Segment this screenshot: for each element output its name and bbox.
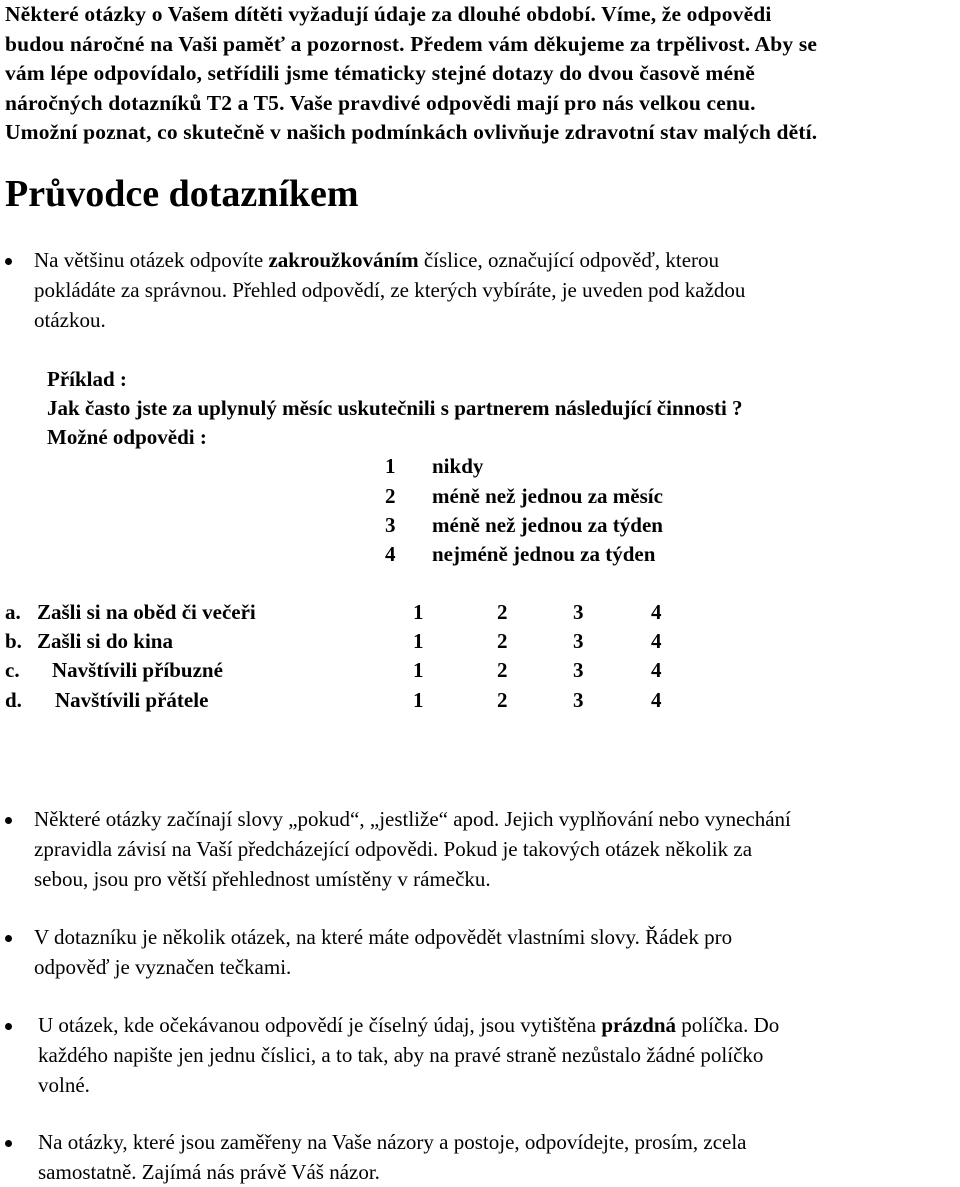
item-choice[interactable]: 4 bbox=[651, 600, 662, 624]
item-choice[interactable]: 4 bbox=[651, 629, 662, 653]
bullet-line: volné. bbox=[38, 1073, 90, 1097]
item-letter: b. bbox=[5, 629, 22, 653]
item-choice[interactable]: 1 bbox=[413, 658, 424, 682]
intro-line: Některé otázky o Vašem dítěti vyžadují údaje za dlouhé období. Víme, že odpovědi bbox=[5, 2, 772, 26]
item-choice[interactable]: 3 bbox=[573, 629, 584, 653]
answer-number: 3 bbox=[385, 513, 396, 537]
intro-line: vám lépe odpovídalo, setřídili jsme tématicky stejné dotazy do dvou časově méně bbox=[5, 61, 755, 85]
bullet-text bbox=[38, 1010, 960, 1100]
bullet-text bbox=[34, 922, 959, 982]
bullet-text bbox=[34, 804, 959, 894]
item-choice[interactable]: 3 bbox=[573, 688, 584, 712]
answer-number: 2 bbox=[385, 484, 396, 508]
bullet-line: pokládáte za správnou. Přehled odpovědí, ze kterých vybíráte, je uveden pod každou bbox=[34, 278, 746, 302]
item-choice[interactable]: 2 bbox=[497, 629, 508, 653]
bullet-line: odpověď je vyznačen tečkami. bbox=[34, 955, 292, 979]
bullet-dot-icon bbox=[5, 258, 12, 265]
item-choice[interactable]: 1 bbox=[413, 600, 424, 624]
item-choice[interactable]: 2 bbox=[497, 688, 508, 712]
bullet-dot-icon bbox=[5, 1023, 12, 1030]
item-label: Zašli si do kina bbox=[37, 629, 173, 653]
item-choice[interactable]: 1 bbox=[413, 629, 424, 653]
bullet-text bbox=[34, 245, 959, 335]
item-label: Navštívili příbuzné bbox=[52, 658, 223, 682]
intro-line: Umožní poznat, co skutečně v našich podmínkách ovlivňuje zdravotní stav malých dětí. bbox=[5, 120, 818, 144]
bullet-line: Na otázky, které jsou zaměřeny na Vaše názory a postoje, odpovídejte, prosím, zcela bbox=[38, 1130, 747, 1154]
intro-line: budou náročné na Vaši paměť a pozornost. Předem vám děkujeme za trpělivost. Aby se bbox=[5, 31, 818, 56]
bullet-line: každého napište jen jednu číslici, a to tak, aby na pravé straně nezůstalo žádné políčko bbox=[38, 1043, 764, 1067]
bullet-dot-icon bbox=[5, 817, 12, 824]
example-question: Jak často jste za uplynulý měsíc uskutečnili s partnerem následující činnosti ? bbox=[47, 396, 743, 420]
item-letter: a. bbox=[5, 600, 21, 624]
bullet-line: otázkou. bbox=[34, 308, 106, 332]
answer-label: nejméně jednou za týden bbox=[432, 542, 656, 566]
item-choice[interactable]: 3 bbox=[573, 600, 584, 624]
item-choice[interactable]: 4 bbox=[651, 658, 662, 682]
bullet-text-segment: U otázek, kde očekávanou odpovědí je číselný údaj, jsou vytištěna bbox=[38, 1013, 602, 1037]
answer-number: 4 bbox=[385, 542, 396, 566]
example-heading: Příklad : bbox=[47, 367, 127, 391]
item-choice[interactable]: 4 bbox=[651, 688, 662, 712]
item-choice[interactable]: 2 bbox=[497, 658, 508, 682]
item-choice[interactable]: 3 bbox=[573, 658, 584, 682]
item-letter: d. bbox=[5, 688, 22, 712]
bullet-text-bold: zakroužkováním bbox=[268, 248, 419, 272]
bullet-text bbox=[38, 1127, 960, 1187]
answers-heading: Možné odpovědi : bbox=[47, 425, 207, 449]
bullet-line: sebou, jsou pro větší přehlednost umístěny v rámečku. bbox=[34, 867, 491, 891]
answer-label: méně než jednou za týden bbox=[432, 513, 663, 537]
answer-label: nikdy bbox=[432, 454, 484, 478]
bullet-dot-icon bbox=[5, 935, 12, 942]
item-choice[interactable]: 1 bbox=[413, 688, 424, 712]
bullet-text-segment: políčka. Do bbox=[676, 1013, 780, 1037]
section-title: Průvodce dotazníkem bbox=[5, 173, 359, 215]
intro-paragraph bbox=[5, 0, 960, 148]
item-label: Navštívili přátele bbox=[55, 688, 209, 712]
bullet-text-segment: číslice, označující odpověď, kterou bbox=[418, 248, 720, 272]
intro-line: náročných dotazníků T2 a T5. Vaše pravdivé odpovědi mají pro nás velkou cenu. bbox=[5, 90, 756, 115]
bullet-line: V dotazníku je několik otázek, na které máte odpovědět vlastními slovy. Řádek pro bbox=[34, 925, 733, 949]
bullet-text-bold: prázdná bbox=[601, 1013, 677, 1037]
bullet-line: Některé otázky začínají slovy „pokud“, „jestliže“ apod. Jejich vyplňování nebo vynechání bbox=[34, 807, 791, 831]
answer-label: méně než jednou za měsíc bbox=[432, 484, 663, 508]
bullet-text-segment: Na většinu otázek odpovíte bbox=[34, 248, 269, 272]
bullet-line: samostatně. Zajímá nás právě Váš názor. bbox=[38, 1160, 380, 1184]
item-letter: c. bbox=[5, 658, 20, 682]
item-label: Zašli si na oběd či večeři bbox=[37, 600, 256, 624]
item-choice[interactable]: 2 bbox=[497, 600, 508, 624]
bullet-line: zpravidla závisí na Vaší předcházející odpovědi. Pokud je takových otázek několik za bbox=[34, 837, 753, 861]
answer-number: 1 bbox=[385, 454, 396, 478]
bullet-dot-icon bbox=[5, 1140, 12, 1147]
